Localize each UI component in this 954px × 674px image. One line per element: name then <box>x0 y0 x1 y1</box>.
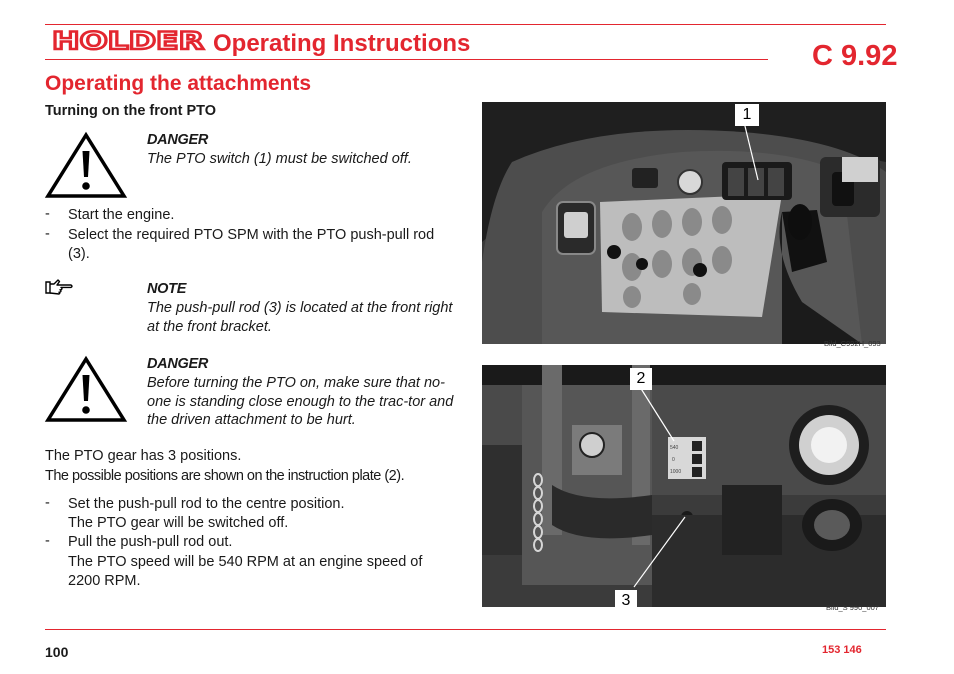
list-bullet: - <box>45 206 50 222</box>
figure-caption: Bild_C992H_093 <box>824 339 881 348</box>
footer-rule <box>45 629 886 630</box>
logo-text: HOLDER <box>52 28 204 52</box>
note-label: NOTE <box>147 281 187 297</box>
warning-triangle-icon <box>44 126 128 204</box>
figure-control-panel <box>482 102 886 344</box>
subheading: Turning on the front PTO <box>45 103 217 119</box>
holder-logo <box>52 28 206 52</box>
page-number: 100 <box>45 644 69 660</box>
gear-positions-text: The PTO gear has 3 positions. <box>45 448 242 464</box>
danger-text: The PTO switch (1) must be switched off. <box>147 151 412 167</box>
figure-front-bracket <box>482 365 886 607</box>
pointing-hand-icon <box>44 278 74 296</box>
figure-caption: Bild_S 990_007 <box>826 603 879 612</box>
document-title: Operating Instructions <box>213 30 471 57</box>
document-number: 153 146 <box>822 644 862 656</box>
list-item-result: The PTO speed will be 540 RPM at an engine speed of 2200 RPM. <box>68 554 423 589</box>
instruction-plate-text: The possible positions are shown on the instruction plate (2). <box>45 468 405 484</box>
section-title: Operating the attachments <box>45 72 312 95</box>
callout-label: 2 <box>630 368 652 390</box>
callout-label: 3 <box>615 590 637 607</box>
control-panel-photo <box>482 102 886 344</box>
list-bullet: - <box>45 495 50 511</box>
list-item: Select the required PTO SPM with the PTO push-pull rod (3). <box>68 227 435 262</box>
list-item: Pull the push-pull rod out. <box>68 534 233 550</box>
front-bracket-photo <box>482 365 886 607</box>
section-code: C 9.92 <box>812 40 898 72</box>
list-bullet: - <box>45 533 50 549</box>
warning-triangle-icon <box>44 350 128 428</box>
note-text: The push-pull rod (3) is located at the front right at the front bracket. <box>147 300 453 335</box>
danger-label: DANGER <box>147 132 209 148</box>
header-rule-bottom <box>45 59 768 60</box>
header-rule-top <box>45 24 886 25</box>
danger-text: Before turning the PTO on, make sure that no-one is standing close enough to the trac-tor and the driven attachment to be hurt. <box>147 375 454 428</box>
list-item: Set the push-pull rod to the centre position. <box>68 496 345 512</box>
plate-mark: 540 <box>670 445 679 451</box>
list-item-result: The PTO gear will be switched off. <box>68 515 289 531</box>
plate-mark: 0 <box>672 457 675 463</box>
list-item: Start the engine. <box>68 207 175 223</box>
list-bullet: - <box>45 226 50 242</box>
plate-mark: 1000 <box>670 469 682 475</box>
danger-label: DANGER <box>147 356 209 372</box>
callout-label: 1 <box>735 104 759 126</box>
